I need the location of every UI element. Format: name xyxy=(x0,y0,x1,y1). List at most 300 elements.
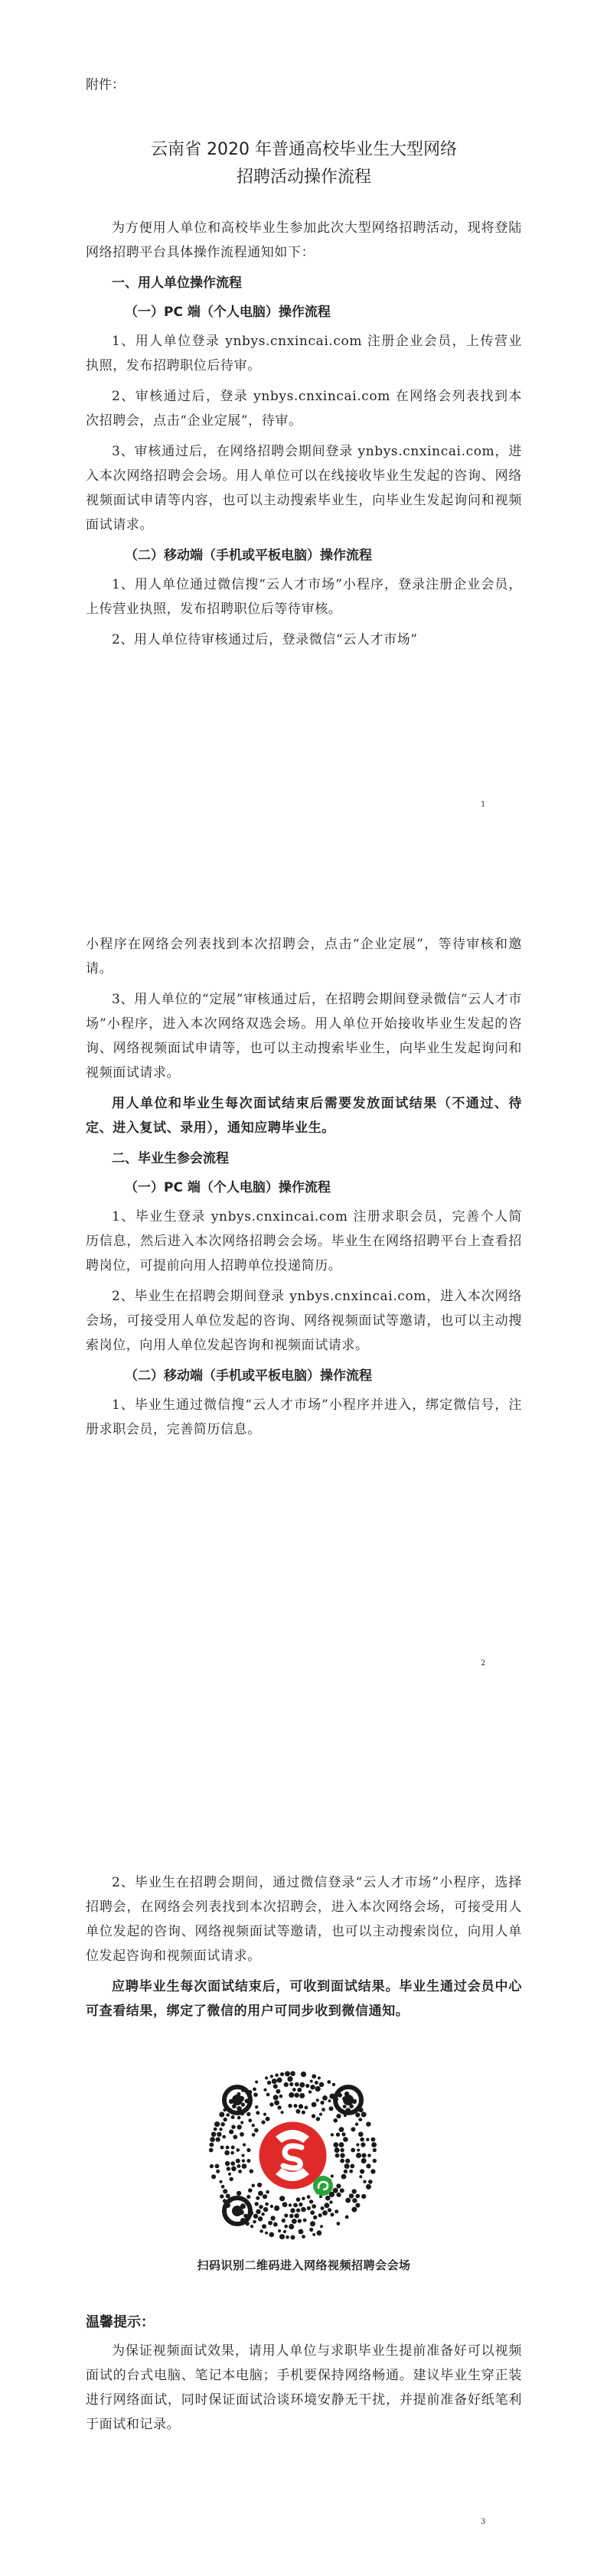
qr-dot xyxy=(270,2075,273,2078)
qr-dot xyxy=(340,2153,344,2157)
qr-dot xyxy=(329,2200,332,2203)
qr-dot xyxy=(211,2174,216,2179)
qr-dot xyxy=(327,2080,331,2084)
graduate-notice: 应聘毕业生每次面试结束后，可收到面试结果。毕业生通过会员中心可查看结果，绑定了微信的用户可同步收到微信通知。 xyxy=(86,1979,522,2019)
qr-dot xyxy=(226,2194,230,2199)
qr-dot xyxy=(228,2173,231,2176)
qr-dot xyxy=(320,2101,324,2105)
qr-dot xyxy=(265,2203,269,2206)
qr-dot xyxy=(316,2098,319,2102)
qr-dot xyxy=(360,2169,364,2173)
qr-dot xyxy=(361,2153,366,2157)
qr-dot xyxy=(361,2158,367,2164)
qr-dot xyxy=(269,2102,273,2106)
qr-dot xyxy=(271,2216,276,2220)
qr-dot xyxy=(263,2113,266,2116)
qr-finder-center xyxy=(232,2206,243,2216)
mini-program-badge xyxy=(313,2176,333,2196)
qr-dot xyxy=(273,2222,278,2227)
qr-dot xyxy=(252,2184,256,2188)
qr-dot xyxy=(333,2118,338,2123)
qr-dot xyxy=(320,2225,323,2228)
qr-dot xyxy=(315,2081,318,2085)
qr-dot xyxy=(322,2095,328,2101)
qr-dot xyxy=(328,2099,331,2102)
qr-dot xyxy=(297,2088,302,2092)
qr-dot xyxy=(341,2132,345,2136)
qr-dot xyxy=(368,2180,373,2184)
qr-dot xyxy=(242,2164,247,2169)
qr-dot xyxy=(256,2111,259,2115)
qr-dot xyxy=(281,2111,284,2114)
mini-program-qr-code[interactable] xyxy=(207,2069,379,2242)
qr-dot xyxy=(246,2112,250,2116)
page-number: 1 xyxy=(481,801,486,809)
qr-dot xyxy=(296,2109,301,2114)
qr-dot xyxy=(340,2188,344,2193)
qr-dot xyxy=(277,2078,282,2083)
qr-dot xyxy=(238,2170,242,2173)
tips-title: 温馨提示： xyxy=(86,2314,155,2330)
qr-dot xyxy=(274,2100,279,2105)
qr-dot xyxy=(367,2154,371,2157)
employer-pc-step-1: 1、用人单位登录 ynbys.cnxincai.com 注册企业会员，上传营业执照，发布招聘职位后待审。 xyxy=(86,334,522,373)
qr-dot xyxy=(309,2228,313,2232)
qr-dot xyxy=(336,2133,340,2137)
section-graduate-heading: 二、毕业生参会流程 xyxy=(112,1151,229,1166)
qr-dot xyxy=(333,2188,338,2193)
qr-dot xyxy=(243,2143,246,2146)
qr-dot xyxy=(307,2195,311,2199)
qr-dot xyxy=(373,2148,377,2152)
qr-dot xyxy=(261,2212,264,2216)
qr-dot xyxy=(246,2148,250,2152)
qr-dot xyxy=(266,2190,269,2194)
qr-dot xyxy=(259,2229,263,2232)
qr-dot xyxy=(223,2189,227,2193)
qr-dot xyxy=(296,2209,300,2212)
qr-dot xyxy=(263,2207,268,2212)
qr-dot xyxy=(256,2196,259,2200)
qr-dot xyxy=(289,2092,294,2098)
qr-dot xyxy=(351,2127,355,2131)
qr-dot xyxy=(237,2116,241,2120)
qr-dot xyxy=(266,2093,270,2097)
qr-dot xyxy=(229,2130,233,2134)
qr-dot xyxy=(287,2076,292,2082)
qr-dot xyxy=(291,2235,295,2240)
qr-dot xyxy=(301,2207,306,2212)
qr-dot xyxy=(289,2224,294,2229)
qr-dot xyxy=(305,2106,308,2110)
qr-dot xyxy=(355,2203,360,2208)
qr-dot xyxy=(305,2084,309,2088)
qr-dot xyxy=(371,2142,377,2147)
qr-dot xyxy=(262,2224,266,2229)
qr-dot xyxy=(279,2196,285,2201)
qr-dot xyxy=(286,2235,289,2239)
page-3 xyxy=(0,1717,607,2576)
qr-dot xyxy=(236,2159,240,2164)
qr-dot xyxy=(237,2124,242,2129)
graduate-pc-step-2: 2、毕业生在招聘会期间登录 ynbys.cnxincai.com，进入本次网络会场，可接受用人单位发起的咨询、网络视频面试等邀请，也可以主动搜索岗位，向用人单位发起咨询和视频面试请求。 xyxy=(86,1289,522,1353)
qr-dot xyxy=(335,2154,340,2158)
qr-dot xyxy=(242,2159,245,2162)
qr-dot xyxy=(219,2112,224,2118)
qr-dot xyxy=(345,2216,349,2219)
qr-dot xyxy=(355,2112,360,2117)
qr-dot xyxy=(366,2138,369,2141)
qr-dot xyxy=(340,2159,344,2164)
graduate-mobile-step-1: 1、毕业生通过微信搜“云人才市场”小程序并进入，绑定微信号，注册求职会员，完善简历信息。 xyxy=(86,1397,522,1437)
qr-dot xyxy=(310,2221,315,2226)
qr-dot xyxy=(309,2199,313,2203)
qr-dot xyxy=(299,2203,302,2206)
qr-dot xyxy=(321,2206,325,2210)
qr-dot xyxy=(294,2104,298,2108)
qr-dot xyxy=(288,2104,292,2108)
qr-dot xyxy=(219,2128,222,2131)
qr-dot xyxy=(318,2076,321,2079)
qr-dot xyxy=(231,2167,237,2172)
qr-dot xyxy=(226,2113,230,2117)
qr-finder-center xyxy=(343,2095,354,2105)
qr-dot xyxy=(217,2132,221,2137)
qr-dot xyxy=(226,2146,230,2150)
graduate-mobile-step-2: 2、毕业生在招聘会期间，通过微信登录“云人才市场”小程序，选择招聘会，在网络会列表找到本次招聘会，进入本次网络会场，可接受用人单位发起的咨询、网络视频面试等邀请，也可以主动搜索岗位，向用人单位发起咨询和视频面试请求。 xyxy=(86,1875,522,1964)
qr-dot xyxy=(266,2117,270,2121)
qr-dot xyxy=(231,2125,235,2129)
page-2-body xyxy=(86,932,522,1448)
qr-dot xyxy=(349,2170,353,2173)
qr-dot xyxy=(283,2230,286,2233)
qr-dot xyxy=(220,2122,225,2127)
qr-dot xyxy=(279,2234,285,2239)
intro-paragraph: 为方便用人单位和高校毕业生参加此次大型网络招聘活动，现将登陆网络招聘平台具体操作流程通知如下： xyxy=(86,220,522,260)
qr-dot xyxy=(361,2194,366,2199)
qr-dot xyxy=(310,2085,315,2089)
qr-dot xyxy=(220,2180,223,2183)
qr-dot xyxy=(269,2232,275,2238)
qr-dot xyxy=(270,2205,273,2208)
qr-dot xyxy=(299,2093,305,2098)
qr-dot xyxy=(284,2225,288,2229)
qr-dot xyxy=(361,2142,365,2147)
qr-dot xyxy=(324,2203,329,2208)
qr-dot xyxy=(343,2137,348,2142)
employer-notice: 用人单位和毕业生每次面试结束后需要发放面试结果（不通过、待定、进入复试、录用），通知应聘毕业生。 xyxy=(86,1096,522,1136)
qr-dot xyxy=(361,2112,367,2118)
qr-dot xyxy=(290,2071,295,2076)
qr-dot xyxy=(321,2108,325,2111)
qr-dot xyxy=(339,2142,344,2147)
graduate-pc-step-1: 1、毕业生登录 ynbys.cnxincai.com 注册求职会员，完善个人简历信息，然后进入本次网络招聘会会场。毕业生在网络招聘平台上查看招聘岗位，可提前向用人招聘单位投递简历。 xyxy=(86,1209,522,1273)
qr-dot xyxy=(231,2146,235,2150)
qr-dot xyxy=(325,2196,331,2201)
qr-caption: 扫码识别二维码进入网络视频招聘会会场 xyxy=(197,2258,411,2272)
qr-dot xyxy=(250,2169,253,2173)
qr-dot xyxy=(210,2137,215,2142)
qr-dot xyxy=(289,2214,294,2219)
qr-dot xyxy=(252,2124,255,2127)
qr-dot xyxy=(339,2127,344,2132)
qr-dot xyxy=(312,2114,315,2118)
qr-dot xyxy=(273,2084,278,2089)
qr-dot xyxy=(241,2154,244,2157)
employer-pc-step-3: 3、审核通过后，在网络招聘会期间登录 ynbys.cnxincai.com，进入本次网络招聘会会场。用人单位可以在线接收毕业生发起的咨询、网络视频面试申请等内容，也可以主动搜索毕业生，向毕业生发起询问和视频面试请求。 xyxy=(86,444,522,533)
tips-body-wrap xyxy=(86,2339,522,2443)
qr-dot xyxy=(333,2142,338,2147)
qr-finder-center xyxy=(232,2095,243,2105)
qr-dot xyxy=(303,2219,307,2222)
qr-dot xyxy=(345,2159,350,2164)
section-employer-heading: 一、用人单位操作流程 xyxy=(112,276,242,291)
qr-dot xyxy=(319,2082,324,2087)
qr-dot xyxy=(248,2188,253,2193)
employer-mobile-step-1: 1、用人单位通过微信搜“云人才市场”小程序，登录注册企业会员，上传营业执照，发布招聘职位后等待审核。 xyxy=(86,577,522,617)
qr-dot xyxy=(336,2114,341,2118)
qr-dot xyxy=(237,2191,241,2196)
page-1 xyxy=(0,0,607,859)
qr-dot xyxy=(265,2076,268,2079)
qr-dot xyxy=(230,2161,235,2166)
qr-dot xyxy=(290,2208,295,2212)
qr-dot xyxy=(216,2137,220,2142)
qr-dot xyxy=(253,2088,256,2092)
qr-dot xyxy=(352,2189,357,2193)
qr-dot xyxy=(268,2221,272,2225)
page-1-body xyxy=(86,216,522,658)
qr-dot xyxy=(276,2089,280,2094)
qr-dot xyxy=(278,2229,281,2232)
employer-mobile-step-3: 3、用人单位的“定展”审核通过后，在招聘会期间登录微信“云人才市场”小程序，进入本次网络双选会场。用人单位开始接收毕业生发起的咨询、网络视频面试申请等，也可以主动搜索毕业生，向毕业生发起询问和视频面试请求。 xyxy=(86,992,522,1081)
qr-dot xyxy=(345,2198,351,2203)
qr-dot xyxy=(250,2225,253,2228)
page-2 xyxy=(0,859,607,1717)
qr-dot xyxy=(267,2081,271,2085)
qr-dot xyxy=(255,2081,258,2084)
qr-dot xyxy=(275,2073,279,2077)
qr-dot xyxy=(257,2183,262,2187)
qr-dot xyxy=(319,2113,322,2116)
qr-dot xyxy=(299,2082,305,2088)
qr-dot xyxy=(350,2164,354,2169)
qr-dot xyxy=(302,2111,305,2115)
qr-dot xyxy=(292,2088,296,2092)
qr-dot xyxy=(310,2210,315,2215)
qr-dot xyxy=(259,2205,263,2209)
employer-mobile-step-2: 2、用人单位待审核通过后，登录微信“云人才市场” xyxy=(112,632,418,647)
qr-dot xyxy=(214,2128,217,2131)
qr-dot xyxy=(233,2135,237,2140)
qr-dot xyxy=(302,2235,305,2239)
qr-dot xyxy=(274,2206,279,2211)
qr-dot xyxy=(336,2183,341,2188)
qr-dot xyxy=(322,2210,328,2216)
qr-dot xyxy=(313,2216,317,2219)
qr-dot xyxy=(215,2164,220,2169)
qr-dot xyxy=(252,2133,256,2137)
qr-dot xyxy=(231,2115,235,2119)
qr-dot xyxy=(331,2174,334,2177)
qr-dot xyxy=(292,2219,297,2224)
qr-dot xyxy=(360,2137,364,2142)
qr-dot xyxy=(253,2220,256,2224)
qr-dot xyxy=(312,2102,317,2108)
qr-dot xyxy=(317,2230,322,2235)
qr-dot xyxy=(284,2213,288,2217)
qr-dot xyxy=(310,2080,313,2083)
qr-dot xyxy=(241,2103,245,2107)
qr-dot xyxy=(256,2209,260,2214)
qr-dot xyxy=(344,2164,350,2169)
qr-dot xyxy=(224,2118,227,2121)
qr-dot xyxy=(237,2164,240,2168)
qr-dot xyxy=(222,2135,226,2139)
qr-dot xyxy=(358,2132,364,2137)
qr-dot xyxy=(352,2198,357,2203)
qr-dot xyxy=(373,2159,377,2163)
qr-dot xyxy=(263,2089,266,2092)
page-number: 2 xyxy=(481,1659,486,1668)
employer-mobile-step-2-cont: 小程序在网络会列表找到本次招聘会，点击“企业定展”，等待审核和邀请。 xyxy=(86,937,522,977)
qr-dot xyxy=(272,2079,277,2084)
title-line-2: 招聘活动操作流程 xyxy=(236,168,371,187)
qr-dot xyxy=(298,2219,302,2222)
qr-dot xyxy=(343,2105,347,2108)
qr-dot xyxy=(246,2195,250,2199)
graduate-pc-heading: （一）PC 端（个人电脑）操作流程 xyxy=(125,1180,331,1195)
qr-dot xyxy=(230,2151,234,2155)
qr-dot xyxy=(285,2071,290,2076)
qr-dot xyxy=(279,2095,283,2098)
qr-dot xyxy=(253,2214,258,2219)
qr-dot xyxy=(366,2121,370,2126)
qr-dot xyxy=(237,2148,240,2152)
qr-dot xyxy=(331,2133,334,2136)
qr-dot xyxy=(295,2082,299,2087)
qr-dot xyxy=(225,2161,230,2166)
qr-dot xyxy=(356,2153,361,2158)
qr-dot xyxy=(284,2082,289,2087)
graduate-mobile-heading: （二）移动端（手机或平板电脑）操作流程 xyxy=(125,1368,372,1384)
qr-dot xyxy=(301,2072,306,2077)
qr-dot xyxy=(289,2082,293,2086)
employer-pc-heading: （一）PC 端（个人电脑）操作流程 xyxy=(125,305,331,320)
qr-dot xyxy=(282,2219,286,2222)
qr-dot xyxy=(363,2180,366,2183)
qr-dot xyxy=(216,2170,220,2173)
qr-dot xyxy=(282,2202,288,2207)
document-title xyxy=(86,136,522,191)
qr-dot xyxy=(209,2148,214,2153)
qr-dot xyxy=(335,2209,338,2213)
qr-dot xyxy=(307,2206,311,2210)
qr-dot xyxy=(349,2193,354,2198)
qr-dot xyxy=(344,2170,348,2173)
qr-dot xyxy=(277,2105,281,2109)
qr-dot xyxy=(312,2074,316,2079)
qr-dot xyxy=(336,2193,341,2197)
qr-dot xyxy=(308,2090,312,2093)
qr-dot xyxy=(248,2118,252,2122)
qr-dot xyxy=(263,2194,267,2199)
qr-dot xyxy=(258,2216,263,2221)
qr-dot xyxy=(253,2092,258,2097)
qr-dot xyxy=(358,2118,362,2121)
qr-dot xyxy=(335,2147,340,2153)
qr-dot xyxy=(240,2132,244,2137)
qr-dot xyxy=(240,2121,243,2124)
qr-dot xyxy=(366,2164,370,2168)
qr-dot xyxy=(328,2208,331,2212)
qr-dot xyxy=(265,2232,268,2235)
qr-dot xyxy=(295,2093,299,2098)
qr-dot xyxy=(355,2123,358,2126)
qr-dot xyxy=(221,2185,225,2189)
qr-dot xyxy=(351,2148,355,2153)
employer-mobile-heading: （二）移动端（手机或平板电脑）操作流程 xyxy=(125,548,372,563)
page-number: 3 xyxy=(481,2518,486,2526)
qr-dot xyxy=(210,2164,214,2168)
qr-dot xyxy=(296,2197,301,2202)
qr-dot xyxy=(315,2086,321,2092)
qr-dot xyxy=(295,2213,299,2218)
qr-dot xyxy=(210,2143,214,2147)
qr-dot xyxy=(299,2229,304,2235)
qr-dot xyxy=(255,2202,259,2206)
qr-dot xyxy=(224,2150,230,2156)
qr-dot xyxy=(351,2207,357,2212)
qr-dot xyxy=(316,2117,320,2121)
qr-dot xyxy=(366,2184,371,2190)
qr-dot xyxy=(220,2146,224,2150)
qr-dot xyxy=(341,2174,347,2180)
qr-dot xyxy=(329,2106,334,2111)
qr-dot xyxy=(318,2213,322,2217)
title-line-1: 云南省 2020 年普通高校毕业生大型网络 xyxy=(151,140,457,159)
qr-dot xyxy=(220,2194,224,2198)
qr-dot xyxy=(255,2105,258,2108)
qr-dot xyxy=(280,2072,284,2076)
qr-dot xyxy=(289,2203,292,2206)
attachment-label: 附件： xyxy=(86,77,125,93)
qr-dot xyxy=(302,2197,305,2201)
tips-body: 为保证视频面试效果，请用人单位与求职毕业生提前准备好可以视频面试的台式电脑、笔记本电脑；手机要保持网络畅通。建议毕业生穿正装进行网络面试，同时保证面试洽谈环境安静无干扰，并提前准备好纸笔利于面试和记录。 xyxy=(86,2343,522,2432)
qr-dot xyxy=(331,2212,335,2216)
page-3-body xyxy=(86,1870,522,2030)
qr-dot xyxy=(293,2203,298,2208)
qr-dot xyxy=(357,2149,360,2152)
qr-dot xyxy=(332,2083,335,2086)
qr-code-icon xyxy=(207,2069,379,2242)
qr-dot xyxy=(254,2128,259,2133)
qr-dot xyxy=(230,2177,233,2181)
qr-dot xyxy=(214,2121,220,2127)
qr-dot xyxy=(370,2169,375,2173)
qr-dot xyxy=(371,2137,376,2142)
qr-dot xyxy=(246,2159,250,2163)
qr-dot xyxy=(337,2222,341,2225)
qr-dot xyxy=(355,2194,360,2199)
qr-dot xyxy=(258,2191,263,2196)
qr-dot xyxy=(359,2175,362,2178)
qr-dot xyxy=(312,2204,316,2209)
qr-dot xyxy=(261,2121,265,2124)
qr-dot xyxy=(340,2148,344,2152)
employer-pc-step-2: 2、审核通过后，登录 ynbys.cnxincai.com 在网络会列表找到本次招聘会，点击“企业定展”，待审。 xyxy=(86,389,522,429)
qr-dot xyxy=(356,2143,359,2146)
